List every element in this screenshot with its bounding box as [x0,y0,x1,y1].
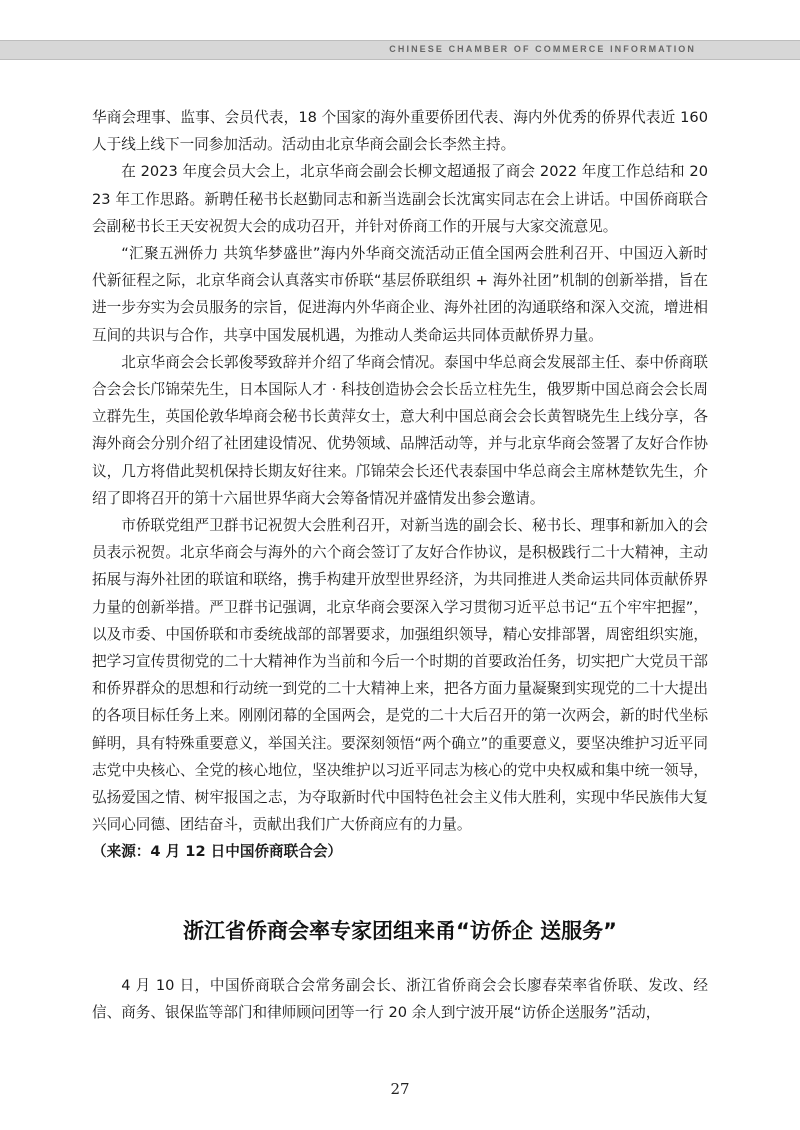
article1-source: （来源：4 月 12 日中国侨商联合会） [92,843,343,861]
article1-paragraph: 华商会理事、监事、会员代表，18 个国家的海外重要侨团代表、海内外优秀的侨界代表近 160 人于线上线下一同参加活动。活动由北京华商会副会长李然主持。 [92,109,708,154]
article1-paragraph: 在 2023 年度会员大会上，北京华商会副会长柳文超通报了商会 2022 年度工作总结和 2023 年工作思路。新聘任秘书长赵勤同志和新当选副会长沈寓实同志在会上讲话。中国侨商联合会副秘书长王天安祝贺大会的成功召开，并针对侨商工作的开展与大家交流意见。 [92,163,708,235]
article2-title: 浙江省侨商会率专家团组来甬“访侨企 送服务” [183,918,617,943]
page-number: 27 [390,1080,410,1098]
article1-paragraph: “汇聚五洲侨力 共筑华梦盛世”海内外华商交流活动正值全国两会胜利召开、中国迈入新时代新征程之际，北京华商会认真落实市侨联“基层侨联组织 + 海外社团”机制的创新举措，旨在进一步夯实为会员服务的宗旨，促进海内外华商企业、海外社团的沟通联络和深入交流，增进相互间的共识与合作，共享中国发展机遇，为推动人类命运共同体贡献侨界力量。 [92,245,708,344]
page-content [92,104,708,1026]
article1-paragraph: 北京华商会会长郭俊琴致辞并介绍了华商会情况。泰国中华总商会发展部主任、泰中侨商联合会会长邝锦荣先生，日本国际人才 · 科技创造协会会长岳立柱先生，俄罗斯中国总商会会长周立群先生，英国伦敦华埠商会秘书长黄萍女士，意大利中国总商会会长黄智晓先生上线分享，各海外商会分别介绍了社团建设情况、优势领域、品牌活动等，并与北京华商会签署了友好合作协议，几方将借此契机保持长期友好往来。邝锦荣会长还代表泰国中华总商会主席林楚钦先生，介绍了即将召开的第十六届世界华商大会筹备情况并盛情发出参会邀请。 [92,353,708,507]
header-label: CHINESE CHAMBER OF COMMERCE INFORMATION [389,44,696,54]
header-band [0,40,800,60]
article2-paragraph: 4 月 10 日，中国侨商联合会常务副会长、浙江省侨商会会长廖春荣率省侨联、发改、经信、商务、银保监等部门和律师顾问团等一行 20 余人到宁波开展“访侨企送服务”活动， [92,976,708,1021]
article1-paragraph: 市侨联党组严卫群书记祝贺大会胜利召开，对新当选的副会长、秘书长、理事和新加入的会员表示祝贺。北京华商会与海外的六个商会签订了友好合作协议，是积极践行二十大精神，主动拓展与海外社团的联谊和联络，携手构建开放型世界经济，为共同推进人类命运共同体贡献侨界力量的创新举措。严卫群书记强调，北京华商会要深入学习贯彻习近平总书记“五个牢牢把握”，以及市委、中国侨联和市委统战部的部署要求，加强组织领导，精心安排部署，周密组织实施，把学习宣传贯彻党的二十大精神作为当前和今后一个时期的首要政治任务，切实把广大党员干部和侨界群众的思想和行动统一到党的二十大精神上来，把各方面力量凝聚到实现党的二十大提出的各项目标任务上来。刚刚闭幕的全国两会，是党的二十大后召开的第一次两会，新的时代坐标鲜明，具有特殊重要意义，举国关注。要深刻领悟“两个确立”的重要意义，要坚决维护习近平同志党中央核心、全党的核心地位，坚决维护以习近平同志为核心的党中央权威和集中统一领导，弘扬爱国之情、树牢报国之志，为夺取新时代中国特色社会主义伟大胜利，实现中华民族伟大复兴同心同德、团结奋斗，贡献出我们广大侨商应有的力量。 [92,517,708,834]
